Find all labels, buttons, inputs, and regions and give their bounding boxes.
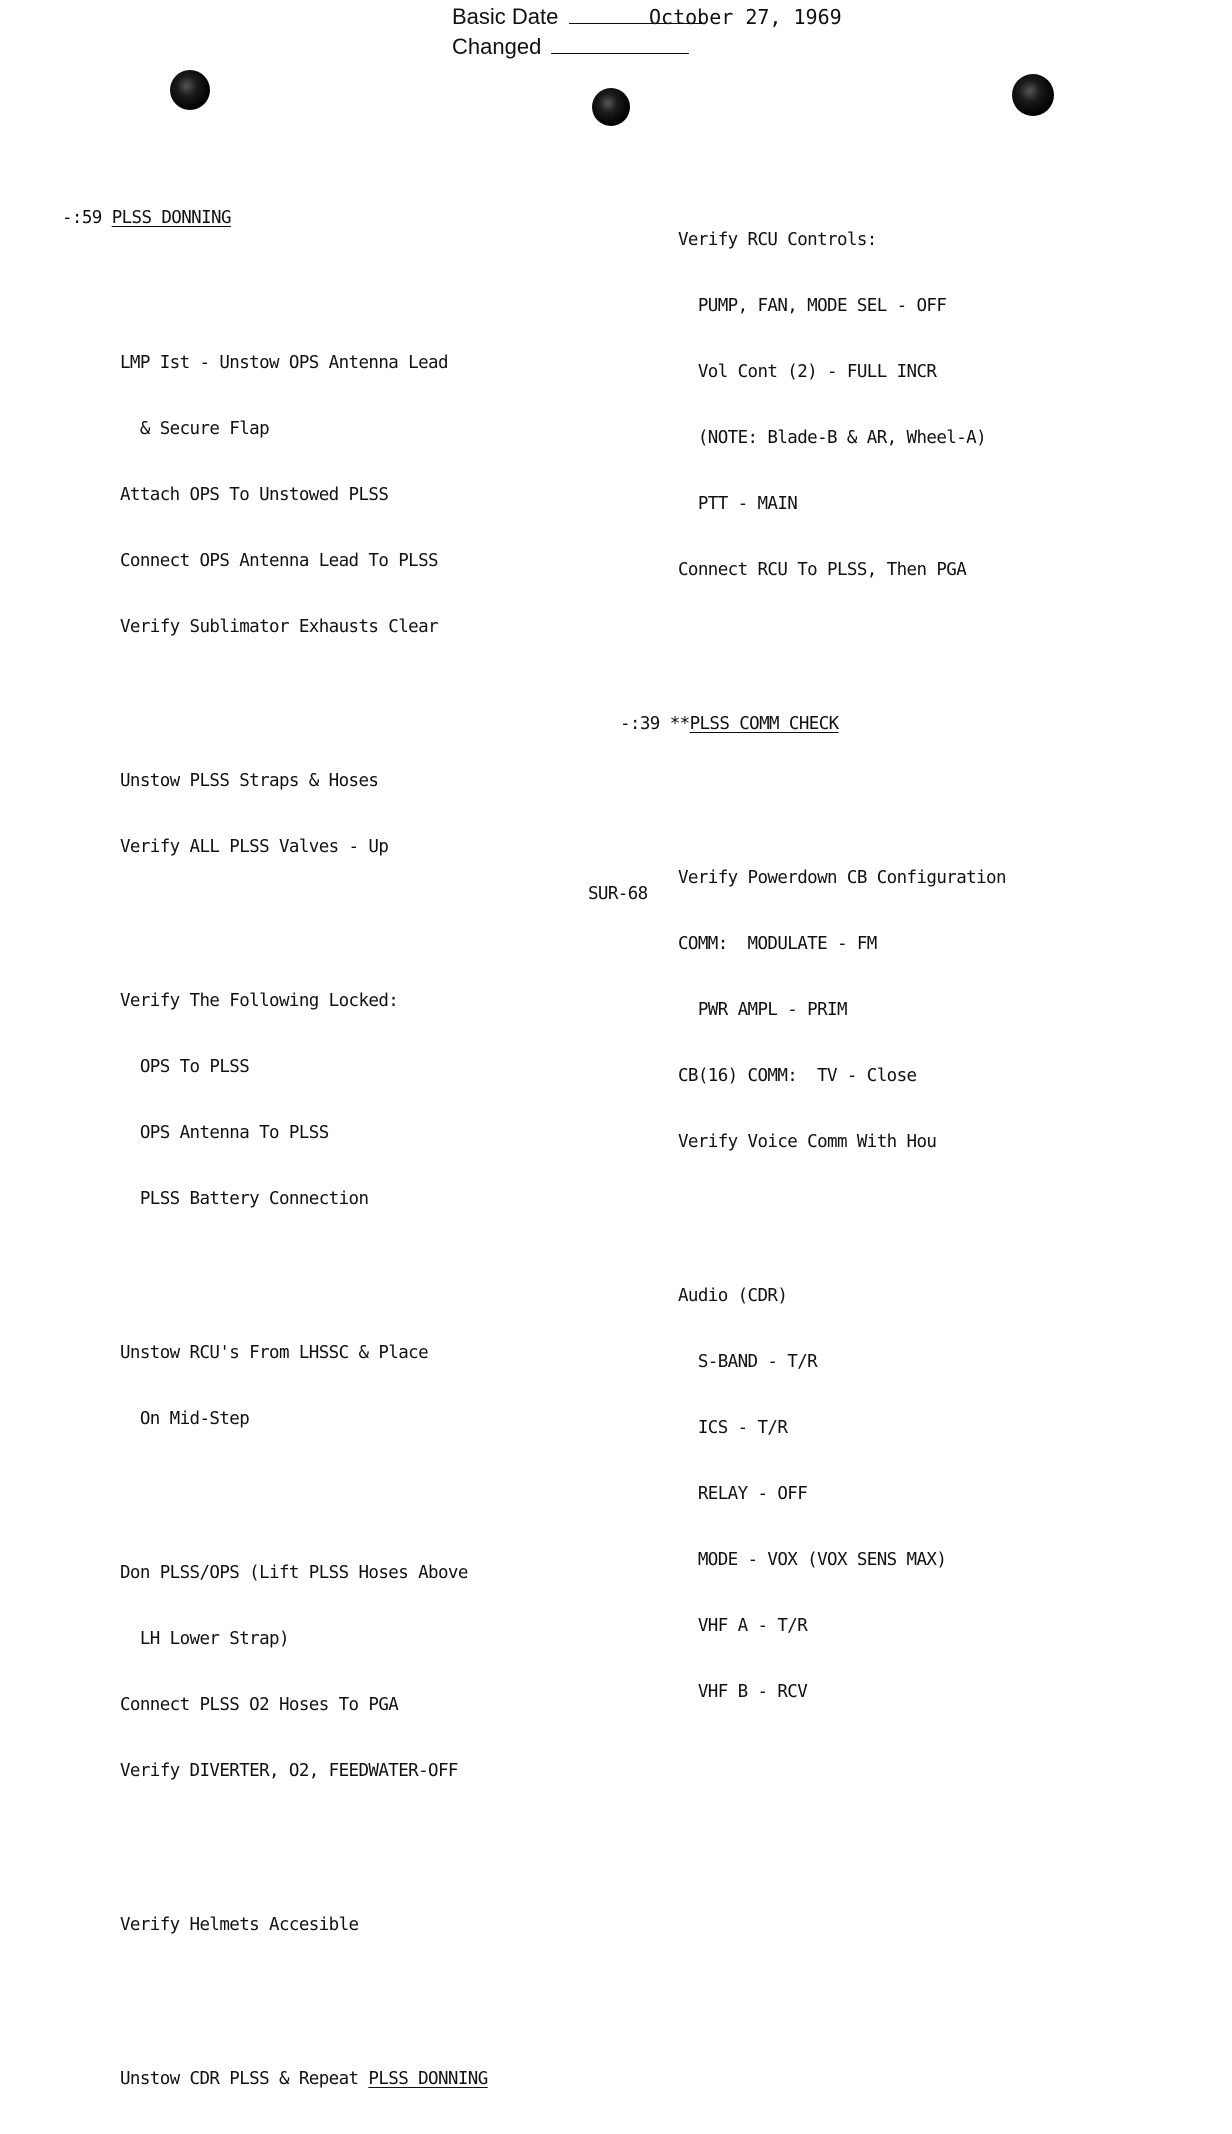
step-line: ICS - T/R: [678, 1418, 788, 1438]
step-line: LH Lower Strap): [120, 1629, 289, 1649]
step-line: Verify RCU Controls:: [678, 230, 877, 250]
basic-date-label: Basic Date: [452, 4, 559, 29]
changed-label: Changed: [452, 34, 542, 59]
section-title: PLSS COMM CHECK: [689, 714, 839, 734]
step-line: PLSS Battery Connection: [120, 1189, 369, 1209]
step-line: Connect OPS Antenna Lead To PLSS: [120, 551, 438, 571]
step-line: MODE - VOX (VOX SENS MAX): [678, 1550, 947, 1570]
step-line: Connect RCU To PLSS, Then PGA: [678, 560, 967, 580]
section-time: -:59: [62, 208, 102, 228]
left-column: [62, 163, 622, 2134]
basic-date-value: October 27, 1969: [649, 5, 842, 29]
step-line: Verify The Following Locked:: [120, 991, 399, 1011]
step-line: Verify Powerdown CB Configuration: [678, 868, 1006, 888]
step-line: PUMP, FAN, MODE SEL - OFF: [678, 296, 947, 316]
step-line: On Mid-Step: [120, 1409, 250, 1429]
binder-hole-center: [592, 88, 630, 126]
step-line: Connect PLSS O2 Hoses To PGA: [120, 1695, 399, 1715]
step-line: Attach OPS To Unstowed PLSS: [120, 485, 389, 505]
changed-row: [452, 32, 705, 62]
step-line: Unstow PLSS Straps & Hoses: [120, 771, 379, 791]
section-heading-plss-donning: [62, 207, 622, 229]
step-line: Verify ALL PLSS Valves - Up: [120, 837, 389, 857]
step-line: PWR AMPL - PRIM: [678, 1000, 847, 1020]
step-line: & Secure Flap: [120, 419, 270, 439]
step-line: RELAY - OFF: [678, 1484, 808, 1504]
step-line: (NOTE: Blade-B & AR, Wheel-A): [678, 428, 987, 448]
step-line: COMM: MODULATE - FM: [678, 934, 877, 954]
changed-underline: [551, 33, 689, 54]
repeat-reference: PLSS DONNING: [368, 2069, 488, 2089]
step-line: Don PLSS/OPS (Lift PLSS Hoses Above: [120, 1563, 468, 1583]
section-heading-plss-comm-check: [620, 713, 1220, 735]
revision-header: [452, 2, 842, 62]
step-line: Unstow RCU's From LHSSC & Place: [120, 1343, 429, 1363]
step-line: VHF B - RCV: [678, 1682, 808, 1702]
page-number: SUR-68: [588, 884, 648, 904]
step-line: OPS To PLSS: [120, 1057, 250, 1077]
step-line: Verify DIVERTER, O2, FEEDWATER-OFF: [120, 1761, 458, 1781]
step-line: LMP Ist - Unstow OPS Antenna Lead: [120, 353, 448, 373]
step-line: PTT - MAIN: [678, 494, 798, 514]
section-title: PLSS DONNING: [111, 208, 231, 228]
step-line: S-BAND - T/R: [678, 1352, 818, 1372]
section-prefix: **: [669, 714, 690, 734]
right-column: [620, 185, 1220, 1747]
binder-hole-left: [170, 70, 210, 110]
step-line: Verify Helmets Accesible: [120, 1915, 359, 1935]
step-line: VHF A - T/R: [678, 1616, 808, 1636]
step-line-repeat: [62, 2068, 622, 2090]
step-line: OPS Antenna To PLSS: [120, 1123, 329, 1143]
section-time: -:39: [620, 714, 660, 734]
repeat-text: Unstow CDR PLSS & Repeat: [120, 2069, 369, 2089]
step-line: Vol Cont (2) - FULL INCR: [678, 362, 937, 382]
basic-date-row: [452, 2, 842, 32]
step-line: CB(16) COMM: TV - Close: [678, 1066, 917, 1086]
step-line: Verify Voice Comm With Hou: [678, 1132, 937, 1152]
step-line: Audio (CDR): [678, 1286, 788, 1306]
binder-hole-right: [1012, 74, 1054, 116]
step-line: Verify Sublimator Exhausts Clear: [120, 617, 438, 637]
